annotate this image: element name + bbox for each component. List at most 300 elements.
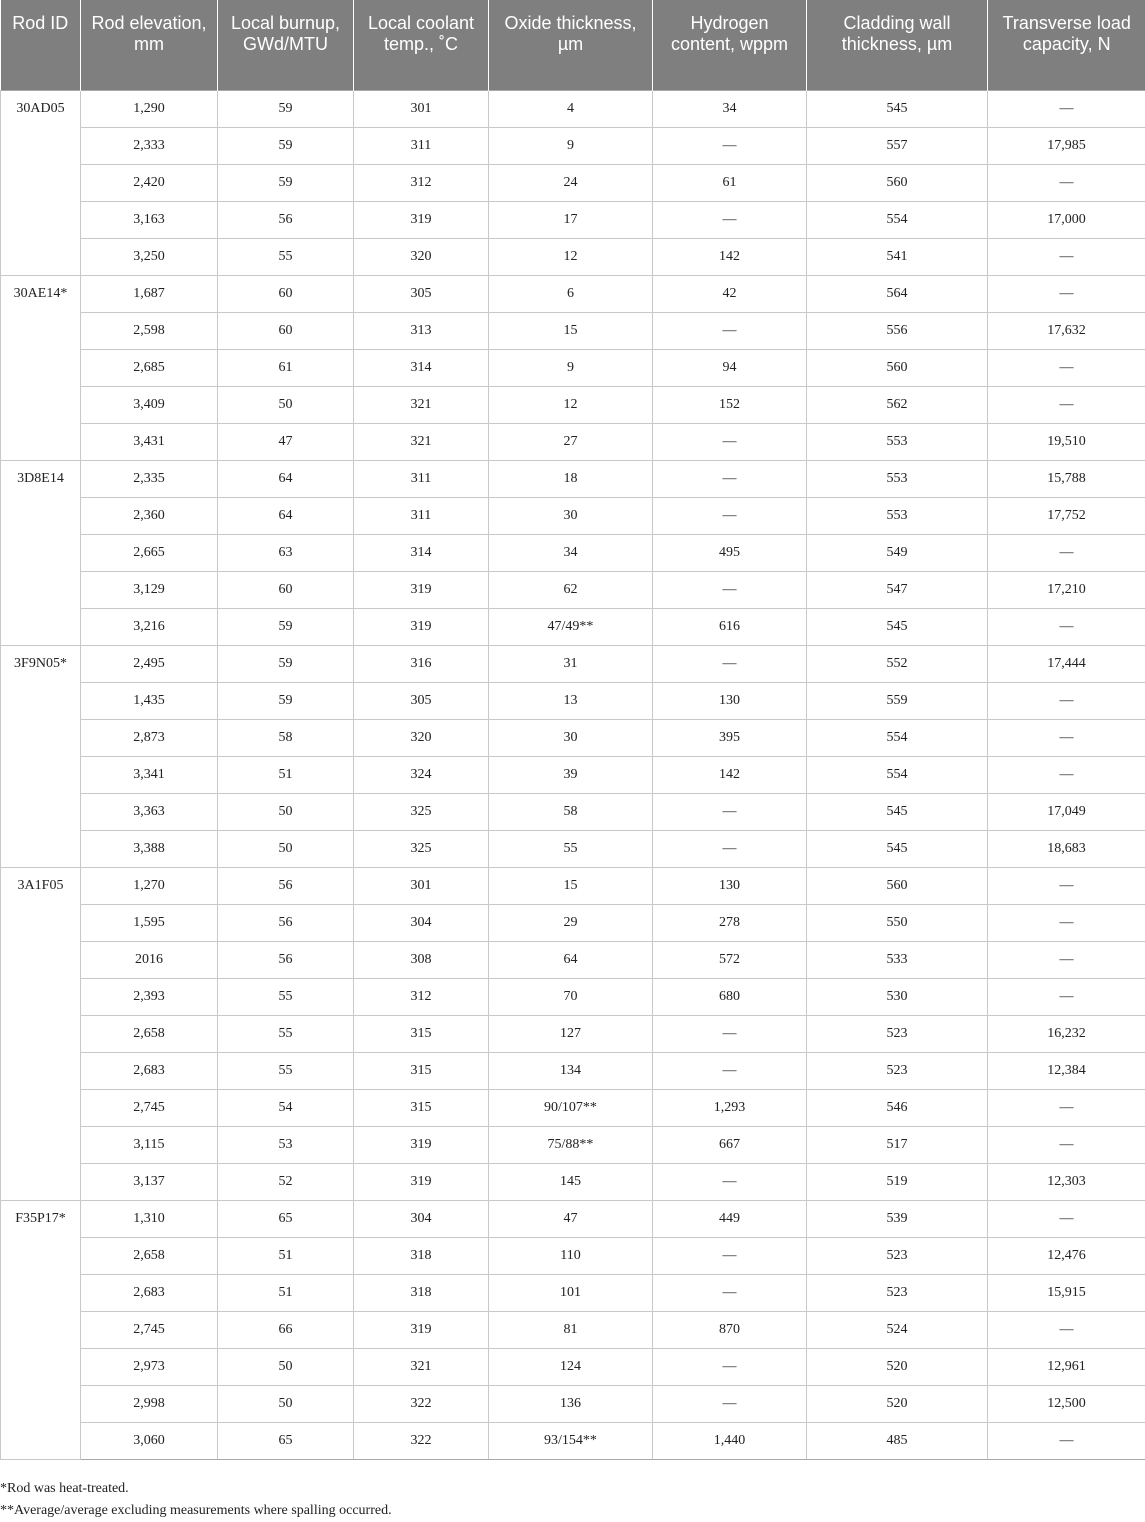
hydrogen-content-cell: 94: [653, 349, 807, 386]
cladding-wall-cell: 550: [807, 904, 988, 941]
cladding-wall-cell: 545: [807, 793, 988, 830]
cladding-wall-cell: 533: [807, 941, 988, 978]
cladding-wall-cell: 530: [807, 978, 988, 1015]
load-capacity-cell: —: [988, 978, 1145, 1015]
local-burnup-cell: 55: [218, 1052, 354, 1089]
cladding-wall-cell: 520: [807, 1348, 988, 1385]
rod-elevation-cell: 2,335: [81, 460, 218, 497]
hydrogen-content-cell: 870: [653, 1311, 807, 1348]
hydrogen-content-cell: 495: [653, 534, 807, 571]
cladding-wall-cell: 549: [807, 534, 988, 571]
table-row: [1, 941, 1145, 978]
load-capacity-cell: —: [988, 941, 1145, 978]
rod-elevation-cell: 1,687: [81, 275, 218, 312]
cladding-wall-cell: 520: [807, 1385, 988, 1422]
coolant-temp-cell: 321: [354, 423, 489, 460]
oxide-thickness-cell: 136: [489, 1385, 653, 1422]
rod-elevation-cell: 2,745: [81, 1311, 218, 1348]
oxide-thickness-cell: 12: [489, 238, 653, 275]
header-rod-elevation: Rod elevation, mm: [81, 0, 218, 90]
rod-elevation-cell: 2,598: [81, 312, 218, 349]
cladding-wall-cell: 547: [807, 571, 988, 608]
hydrogen-content-cell: 130: [653, 682, 807, 719]
oxide-thickness-cell: 55: [489, 830, 653, 867]
header-cladding-wall: Cladding wall thickness, µm: [807, 0, 988, 90]
table-row: [1, 867, 1145, 904]
rod-elevation-cell: 2,973: [81, 1348, 218, 1385]
table-row: [1, 1348, 1145, 1385]
header-oxide-thickness: Oxide thickness, µm: [489, 0, 653, 90]
table-row: [1, 386, 1145, 423]
oxide-thickness-cell: 13: [489, 682, 653, 719]
cladding-wall-cell: 523: [807, 1274, 988, 1311]
table-row: [1, 423, 1145, 460]
load-capacity-cell: —: [988, 90, 1145, 127]
local-burnup-cell: 54: [218, 1089, 354, 1126]
hydrogen-content-cell: —: [653, 460, 807, 497]
rod-elevation-cell: 1,290: [81, 90, 218, 127]
hydrogen-content-cell: —: [653, 497, 807, 534]
oxide-thickness-cell: 6: [489, 275, 653, 312]
oxide-thickness-cell: 31: [489, 645, 653, 682]
coolant-temp-cell: 314: [354, 349, 489, 386]
table-row: [1, 1385, 1145, 1422]
hydrogen-content-cell: 34: [653, 90, 807, 127]
hydrogen-content-cell: —: [653, 830, 807, 867]
coolant-temp-cell: 319: [354, 1126, 489, 1163]
rod-elevation-cell: 3,115: [81, 1126, 218, 1163]
local-burnup-cell: 56: [218, 904, 354, 941]
local-burnup-cell: 53: [218, 1126, 354, 1163]
rod-elevation-cell: 2,658: [81, 1237, 218, 1274]
rod-elevation-cell: 3,388: [81, 830, 218, 867]
load-capacity-cell: —: [988, 1126, 1145, 1163]
oxide-thickness-cell: 18: [489, 460, 653, 497]
coolant-temp-cell: 305: [354, 275, 489, 312]
coolant-temp-cell: 321: [354, 1348, 489, 1385]
oxide-thickness-cell: 58: [489, 793, 653, 830]
oxide-thickness-cell: 101: [489, 1274, 653, 1311]
hydrogen-content-cell: 395: [653, 719, 807, 756]
hydrogen-content-cell: 42: [653, 275, 807, 312]
rod-elevation-cell: 3,129: [81, 571, 218, 608]
hydrogen-content-cell: 130: [653, 867, 807, 904]
oxide-thickness-cell: 15: [489, 867, 653, 904]
table-row: [1, 349, 1145, 386]
rod-elevation-cell: 2,745: [81, 1089, 218, 1126]
rod-elevation-cell: 3,216: [81, 608, 218, 645]
cladding-wall-cell: 564: [807, 275, 988, 312]
rod-elevation-cell: 2,420: [81, 164, 218, 201]
coolant-temp-cell: 325: [354, 830, 489, 867]
table-row: [1, 1274, 1145, 1311]
coolant-temp-cell: 304: [354, 904, 489, 941]
local-burnup-cell: 51: [218, 1274, 354, 1311]
cladding-wall-cell: 553: [807, 497, 988, 534]
oxide-thickness-cell: 9: [489, 127, 653, 164]
hydrogen-content-cell: 142: [653, 238, 807, 275]
hydrogen-content-cell: —: [653, 1237, 807, 1274]
load-capacity-cell: —: [988, 1311, 1145, 1348]
rod-elevation-cell: 2,685: [81, 349, 218, 386]
table-row: [1, 1237, 1145, 1274]
cladding-wall-cell: 545: [807, 90, 988, 127]
cladding-wall-cell: 560: [807, 349, 988, 386]
cladding-wall-cell: 545: [807, 830, 988, 867]
coolant-temp-cell: 304: [354, 1200, 489, 1237]
load-capacity-cell: 17,049: [988, 793, 1145, 830]
local-burnup-cell: 65: [218, 1200, 354, 1237]
oxide-thickness-cell: 30: [489, 497, 653, 534]
rod-elevation-cell: 2,658: [81, 1015, 218, 1052]
load-capacity-cell: 19,510: [988, 423, 1145, 460]
cladding-wall-cell: 553: [807, 460, 988, 497]
local-burnup-cell: 59: [218, 164, 354, 201]
hydrogen-content-cell: —: [653, 1385, 807, 1422]
local-burnup-cell: 50: [218, 793, 354, 830]
hydrogen-content-cell: —: [653, 571, 807, 608]
table-row: [1, 830, 1145, 867]
table-row: [1, 571, 1145, 608]
rod-elevation-cell: 3,363: [81, 793, 218, 830]
oxide-thickness-cell: 70: [489, 978, 653, 1015]
hydrogen-content-cell: —: [653, 1163, 807, 1200]
load-capacity-cell: 12,961: [988, 1348, 1145, 1385]
coolant-temp-cell: 315: [354, 1052, 489, 1089]
table-row: [1, 978, 1145, 1015]
load-capacity-cell: —: [988, 904, 1145, 941]
local-burnup-cell: 55: [218, 1015, 354, 1052]
local-burnup-cell: 58: [218, 719, 354, 756]
cladding-wall-cell: 523: [807, 1015, 988, 1052]
cladding-wall-cell: 560: [807, 164, 988, 201]
local-burnup-cell: 55: [218, 238, 354, 275]
cladding-wall-cell: 545: [807, 608, 988, 645]
coolant-temp-cell: 311: [354, 497, 489, 534]
table-row: [1, 1052, 1145, 1089]
hydrogen-content-cell: 616: [653, 608, 807, 645]
load-capacity-cell: —: [988, 534, 1145, 571]
rod-elevation-cell: 3,137: [81, 1163, 218, 1200]
rod-elevation-cell: 3,341: [81, 756, 218, 793]
rod-elevation-cell: 3,060: [81, 1422, 218, 1459]
rod-elevation-cell: 3,409: [81, 386, 218, 423]
coolant-temp-cell: 320: [354, 719, 489, 756]
table-row: [1, 90, 1145, 127]
cladding-wall-cell: 554: [807, 756, 988, 793]
hydrogen-content-cell: —: [653, 1052, 807, 1089]
coolant-temp-cell: 308: [354, 941, 489, 978]
coolant-temp-cell: 320: [354, 238, 489, 275]
cladding-wall-cell: 554: [807, 201, 988, 238]
rod-elevation-cell: 1,310: [81, 1200, 218, 1237]
local-burnup-cell: 65: [218, 1422, 354, 1459]
load-capacity-cell: —: [988, 608, 1145, 645]
load-capacity-cell: —: [988, 719, 1145, 756]
load-capacity-cell: 17,632: [988, 312, 1145, 349]
rod-id-cell: 30AD05: [1, 90, 81, 275]
oxide-thickness-cell: 90/107**: [489, 1089, 653, 1126]
hydrogen-content-cell: —: [653, 312, 807, 349]
coolant-temp-cell: 305: [354, 682, 489, 719]
coolant-temp-cell: 312: [354, 164, 489, 201]
coolant-temp-cell: 316: [354, 645, 489, 682]
hydrogen-content-cell: —: [653, 645, 807, 682]
oxide-thickness-cell: 17: [489, 201, 653, 238]
footnote-spalling-average: **Average/average excluding measurements where spalling occurred.: [0, 1500, 1145, 1522]
coolant-temp-cell: 311: [354, 127, 489, 164]
oxide-thickness-cell: 110: [489, 1237, 653, 1274]
rod-id-cell: F35P17*: [1, 1200, 81, 1459]
oxide-thickness-cell: 24: [489, 164, 653, 201]
table-row: [1, 164, 1145, 201]
coolant-temp-cell: 325: [354, 793, 489, 830]
load-capacity-cell: 18,683: [988, 830, 1145, 867]
header-load-capacity: Transverse load capacity, N: [988, 0, 1145, 90]
local-burnup-cell: 56: [218, 941, 354, 978]
rod-elevation-cell: 3,431: [81, 423, 218, 460]
hydrogen-content-cell: —: [653, 1015, 807, 1052]
local-burnup-cell: 59: [218, 608, 354, 645]
cladding-wall-cell: 552: [807, 645, 988, 682]
load-capacity-cell: —: [988, 682, 1145, 719]
load-capacity-cell: 17,985: [988, 127, 1145, 164]
rod-id-cell: 3D8E14: [1, 460, 81, 645]
table-row: [1, 1422, 1145, 1459]
cladding-wall-cell: 523: [807, 1052, 988, 1089]
rod-elevation-cell: 1,435: [81, 682, 218, 719]
coolant-temp-cell: 315: [354, 1015, 489, 1052]
load-capacity-cell: —: [988, 1422, 1145, 1459]
coolant-temp-cell: 324: [354, 756, 489, 793]
load-capacity-cell: —: [988, 164, 1145, 201]
cladding-wall-cell: 553: [807, 423, 988, 460]
table-row: [1, 1015, 1145, 1052]
header-coolant-temp: Local coolant temp., ˚C: [354, 0, 489, 90]
table-row: [1, 756, 1145, 793]
load-capacity-cell: 16,232: [988, 1015, 1145, 1052]
cladding-wall-cell: 546: [807, 1089, 988, 1126]
coolant-temp-cell: 319: [354, 1311, 489, 1348]
cladding-wall-cell: 485: [807, 1422, 988, 1459]
cladding-wall-cell: 559: [807, 682, 988, 719]
hydrogen-content-cell: 152: [653, 386, 807, 423]
load-capacity-cell: 17,000: [988, 201, 1145, 238]
load-capacity-cell: —: [988, 386, 1145, 423]
oxide-thickness-cell: 75/88**: [489, 1126, 653, 1163]
table-row: [1, 1126, 1145, 1163]
cladding-wall-cell: 517: [807, 1126, 988, 1163]
hydrogen-content-cell: 667: [653, 1126, 807, 1163]
rod-elevation-cell: 2016: [81, 941, 218, 978]
hydrogen-content-cell: 572: [653, 941, 807, 978]
oxide-thickness-cell: 29: [489, 904, 653, 941]
hydrogen-content-cell: 1,293: [653, 1089, 807, 1126]
table-row: [1, 534, 1145, 571]
hydrogen-content-cell: —: [653, 127, 807, 164]
rod-elevation-cell: 2,683: [81, 1274, 218, 1311]
coolant-temp-cell: 322: [354, 1385, 489, 1422]
table-row: [1, 608, 1145, 645]
table-row: [1, 719, 1145, 756]
hydrogen-content-cell: —: [653, 793, 807, 830]
table-row: [1, 645, 1145, 682]
coolant-temp-cell: 319: [354, 571, 489, 608]
footnote-heat-treated: *Rod was heat-treated.: [0, 1478, 1145, 1500]
rod-elevation-cell: 2,333: [81, 127, 218, 164]
load-capacity-cell: 12,384: [988, 1052, 1145, 1089]
oxide-thickness-cell: 15: [489, 312, 653, 349]
hydrogen-content-cell: —: [653, 1274, 807, 1311]
load-capacity-cell: —: [988, 349, 1145, 386]
load-capacity-cell: 12,303: [988, 1163, 1145, 1200]
table-body: [1, 90, 1145, 1459]
local-burnup-cell: 52: [218, 1163, 354, 1200]
load-capacity-cell: 17,444: [988, 645, 1145, 682]
header-row: [1, 0, 1145, 90]
local-burnup-cell: 50: [218, 386, 354, 423]
load-capacity-cell: 17,752: [988, 497, 1145, 534]
local-burnup-cell: 61: [218, 349, 354, 386]
table-row: [1, 793, 1145, 830]
hydrogen-content-cell: 142: [653, 756, 807, 793]
oxide-thickness-cell: 34: [489, 534, 653, 571]
oxide-thickness-cell: 47/49**: [489, 608, 653, 645]
oxide-thickness-cell: 145: [489, 1163, 653, 1200]
oxide-thickness-cell: 30: [489, 719, 653, 756]
cladding-wall-cell: 523: [807, 1237, 988, 1274]
oxide-thickness-cell: 12: [489, 386, 653, 423]
table-row: [1, 460, 1145, 497]
coolant-temp-cell: 318: [354, 1237, 489, 1274]
table-row: [1, 1089, 1145, 1126]
oxide-thickness-cell: 64: [489, 941, 653, 978]
footnotes: [0, 1478, 1145, 1522]
rod-elevation-cell: 2,665: [81, 534, 218, 571]
local-burnup-cell: 59: [218, 682, 354, 719]
coolant-temp-cell: 313: [354, 312, 489, 349]
hydrogen-content-cell: 449: [653, 1200, 807, 1237]
cladding-wall-cell: 519: [807, 1163, 988, 1200]
local-burnup-cell: 50: [218, 1348, 354, 1385]
cladding-wall-cell: 562: [807, 386, 988, 423]
table-row: [1, 127, 1145, 164]
table-row: [1, 682, 1145, 719]
table-row: [1, 1163, 1145, 1200]
oxide-thickness-cell: 81: [489, 1311, 653, 1348]
table-row: [1, 238, 1145, 275]
cladding-wall-cell: 557: [807, 127, 988, 164]
rod-elevation-cell: 2,683: [81, 1052, 218, 1089]
cladding-wall-cell: 560: [807, 867, 988, 904]
local-burnup-cell: 56: [218, 867, 354, 904]
local-burnup-cell: 51: [218, 1237, 354, 1274]
load-capacity-cell: —: [988, 1200, 1145, 1237]
hydrogen-content-cell: 680: [653, 978, 807, 1015]
header-local-burnup: Local burnup, GWd/MTU: [218, 0, 354, 90]
oxide-thickness-cell: 127: [489, 1015, 653, 1052]
coolant-temp-cell: 319: [354, 1163, 489, 1200]
table-row: [1, 904, 1145, 941]
oxide-thickness-cell: 47: [489, 1200, 653, 1237]
coolant-temp-cell: 319: [354, 608, 489, 645]
cladding-wall-cell: 556: [807, 312, 988, 349]
rod-elevation-cell: 2,393: [81, 978, 218, 1015]
load-capacity-cell: 12,500: [988, 1385, 1145, 1422]
local-burnup-cell: 51: [218, 756, 354, 793]
coolant-temp-cell: 314: [354, 534, 489, 571]
load-capacity-cell: —: [988, 238, 1145, 275]
local-burnup-cell: 50: [218, 830, 354, 867]
coolant-temp-cell: 319: [354, 201, 489, 238]
rod-elevation-cell: 3,250: [81, 238, 218, 275]
cladding-wall-cell: 554: [807, 719, 988, 756]
rod-elevation-cell: 1,595: [81, 904, 218, 941]
coolant-temp-cell: 321: [354, 386, 489, 423]
local-burnup-cell: 64: [218, 460, 354, 497]
oxide-thickness-cell: 93/154**: [489, 1422, 653, 1459]
local-burnup-cell: 60: [218, 571, 354, 608]
coolant-temp-cell: 301: [354, 867, 489, 904]
local-burnup-cell: 64: [218, 497, 354, 534]
local-burnup-cell: 47: [218, 423, 354, 460]
table-row: [1, 312, 1145, 349]
load-capacity-cell: —: [988, 1089, 1145, 1126]
hydrogen-content-cell: —: [653, 423, 807, 460]
coolant-temp-cell: 322: [354, 1422, 489, 1459]
oxide-thickness-cell: 134: [489, 1052, 653, 1089]
cladding-wall-cell: 541: [807, 238, 988, 275]
table-row: [1, 497, 1145, 534]
hydrogen-content-cell: 278: [653, 904, 807, 941]
coolant-temp-cell: 318: [354, 1274, 489, 1311]
local-burnup-cell: 63: [218, 534, 354, 571]
coolant-temp-cell: 301: [354, 90, 489, 127]
local-burnup-cell: 55: [218, 978, 354, 1015]
cladding-wall-cell: 524: [807, 1311, 988, 1348]
table-row: [1, 1311, 1145, 1348]
load-capacity-cell: 17,210: [988, 571, 1145, 608]
table-row: [1, 1200, 1145, 1237]
rod-elevation-cell: 2,873: [81, 719, 218, 756]
local-burnup-cell: 60: [218, 312, 354, 349]
local-burnup-cell: 50: [218, 1385, 354, 1422]
local-burnup-cell: 66: [218, 1311, 354, 1348]
load-capacity-cell: —: [988, 756, 1145, 793]
hydrogen-content-cell: 1,440: [653, 1422, 807, 1459]
rod-elevation-cell: 2,360: [81, 497, 218, 534]
header-hydrogen-content: Hydrogen content, wppm: [653, 0, 807, 90]
coolant-temp-cell: 311: [354, 460, 489, 497]
cladding-wall-cell: 539: [807, 1200, 988, 1237]
header-rod-id: Rod ID: [1, 0, 81, 90]
rod-elevation-cell: 2,495: [81, 645, 218, 682]
rod-elevation-cell: 2,998: [81, 1385, 218, 1422]
oxide-thickness-cell: 39: [489, 756, 653, 793]
local-burnup-cell: 60: [218, 275, 354, 312]
coolant-temp-cell: 315: [354, 1089, 489, 1126]
local-burnup-cell: 59: [218, 90, 354, 127]
hydrogen-content-cell: 61: [653, 164, 807, 201]
oxide-thickness-cell: 4: [489, 90, 653, 127]
local-burnup-cell: 56: [218, 201, 354, 238]
hydrogen-content-cell: —: [653, 1348, 807, 1385]
oxide-thickness-cell: 9: [489, 349, 653, 386]
local-burnup-cell: 59: [218, 645, 354, 682]
hydrogen-content-cell: —: [653, 201, 807, 238]
table-row: [1, 275, 1145, 312]
oxide-thickness-cell: 27: [489, 423, 653, 460]
